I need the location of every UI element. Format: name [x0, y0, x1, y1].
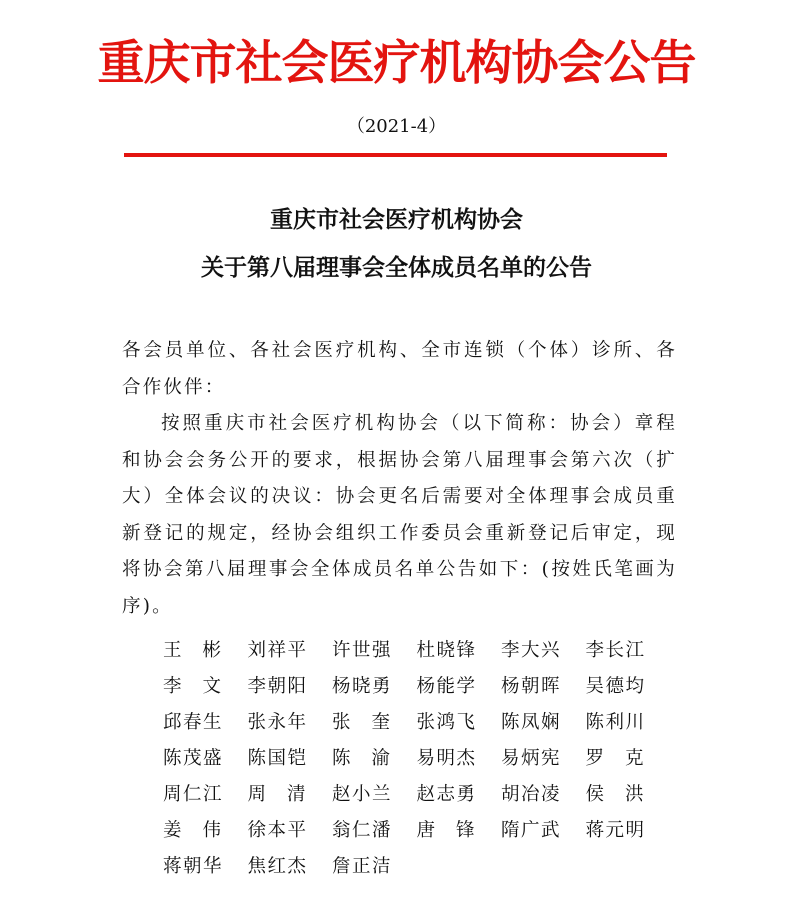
red-divider [124, 153, 667, 157]
member-name: 陈利川 [585, 712, 646, 733]
member-name: 徐本平 [247, 820, 308, 841]
member-name: 杨能学 [416, 676, 477, 697]
member-name: 李长江 [585, 640, 646, 661]
body-paragraph: 按照重庆市社会医疗机构协会（以下简称：协会）章程和协会会务公开的要求，根据协会第八届理事会第六次（扩大）全体会议的决议：协会更名后需要对全体理事会成员重新登记的规定，经协会组织工作委员会重新登记后审定，现将协会第八届理事会全体成员名单公告如下：(按姓氏笔画为序)。 [122, 413, 677, 617]
member-name: 陈渝 [332, 748, 412, 769]
document-title-line-2: 关于第八届理事会全体成员名单的公告 [201, 255, 592, 281]
member-name: 张奎 [332, 712, 412, 733]
member-name: 陈凤娴 [501, 712, 562, 733]
member-name: 侯洪 [585, 784, 665, 805]
member-name: 周清 [247, 784, 327, 805]
member-name: 陈国铠 [247, 748, 308, 769]
member-name: 张永年 [247, 712, 308, 733]
member-name: 胡冶凌 [501, 784, 562, 805]
member-name: 吴德均 [585, 676, 646, 697]
member-name: 陈茂盛 [163, 748, 224, 769]
member-name: 李大兴 [501, 640, 562, 661]
document-title-line-1: 重庆市社会医疗机构协会 [270, 207, 523, 233]
member-name: 姜伟 [163, 820, 243, 841]
member-name: 杜晓锋 [416, 640, 477, 661]
member-name: 王彬 [163, 640, 243, 661]
salutation: 各会员单位、各社会医疗机构、全市连锁（个体）诊所、各合作伙伴： [122, 340, 677, 398]
member-name: 罗克 [585, 748, 665, 769]
document-body [122, 333, 677, 625]
masthead-title: 重庆市社会医疗机构协会公告 [97, 36, 696, 91]
member-name: 李文 [163, 676, 243, 697]
member-name: 詹正洁 [332, 856, 393, 877]
member-name: 杨朝晖 [501, 676, 562, 697]
member-name: 杨晓勇 [332, 676, 393, 697]
member-name: 蒋元明 [585, 820, 646, 841]
member-name: 赵小兰 [332, 784, 393, 805]
member-name: 赵志勇 [416, 784, 477, 805]
member-name: 蒋朝华 [163, 856, 224, 877]
member-name: 唐锋 [416, 820, 496, 841]
member-name: 张鸿飞 [416, 712, 477, 733]
member-name-list [163, 633, 670, 885]
member-name: 焦红杰 [247, 856, 308, 877]
member-name: 翁仁潘 [332, 820, 393, 841]
issue-number: （2021-4） [346, 116, 447, 137]
member-name: 隋广武 [501, 820, 562, 841]
member-name: 易炳宪 [501, 748, 562, 769]
member-name: 许世强 [332, 640, 393, 661]
member-name: 周仁江 [163, 784, 224, 805]
member-name: 邱春生 [163, 712, 224, 733]
member-name: 李朝阳 [247, 676, 308, 697]
member-name: 刘祥平 [247, 640, 308, 661]
member-name: 易明杰 [416, 748, 477, 769]
